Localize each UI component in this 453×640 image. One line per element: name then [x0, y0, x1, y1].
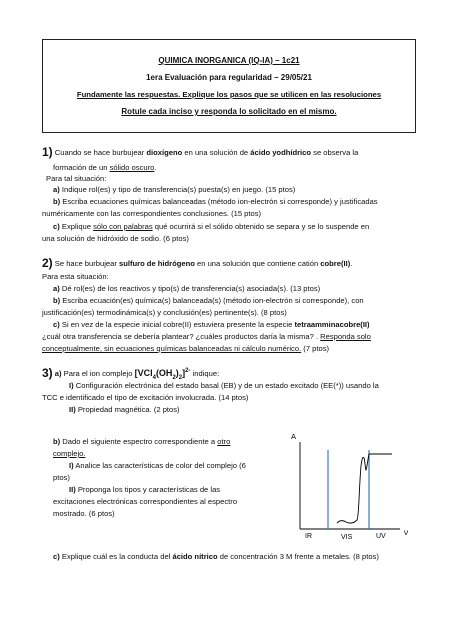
exam-instruction-2: Rotule cada inciso y responda lo solicitado en el mismo. — [121, 107, 337, 116]
q3-item-b-i-line-2: ptos) — [53, 473, 70, 482]
complex-formula: $[VCl_4(OH_2)_2]^{2-}$ — [134, 368, 191, 381]
exam-header-box — [42, 39, 416, 133]
q1-item-c: c) Explique sólo con palabras qué ocurrirá si el sólido obtenido se separa y se lo suspende en — [53, 222, 370, 231]
q1-number: 1) — [42, 145, 53, 159]
q3-item-a-ii: II) Propiedad magnética. (2 ptos) — [69, 405, 180, 414]
spectrum-curve — [337, 454, 392, 523]
q3-item-b-i: I) Analice las características de color del complejo (6 — [69, 461, 246, 470]
q3-item-b-ii-line-3: mostrado. (6 ptos) — [53, 509, 115, 518]
q1-item-a: a) Indique rol(es) y tipo de transferencia(s) puesta(s) en juego. (15 ptos) — [53, 185, 296, 194]
q3-item-a-i: I) Configuración electrónica del estado basal (EB) y de un estado excitado (EE(*)) usando la — [69, 381, 379, 390]
q3-item-b-line-2: complejo. — [53, 449, 86, 458]
q2-item-c: c) Si en vez de la especie inicial cobre(II) estuviera presente la especie tetraamminacobre(II) — [53, 320, 370, 329]
absorption-spectrum-figure — [288, 428, 416, 544]
spectrum-x-axis-label: ν — [404, 528, 408, 537]
q1-intro-line-1: 1) Cuando se hace burbujear dioxígeno en una solución de ácido yodhídrico se observa la — [42, 145, 359, 159]
q3-item-a: 3) a) Para el ion complejo $[VCl_4(OH_2)_2]^{2-}$ indique: — [42, 366, 220, 381]
q1-intro-line-2: formación de un sólido oscuro. — [53, 163, 157, 172]
q1-item-b: b) Escriba ecuaciones químicas balanceadas (método ion-electrón si corresponde) y justificadas — [53, 197, 378, 206]
q3-item-b: b) Dado el siguiente espectro correspondiente a otro — [53, 437, 231, 446]
q2-item-c-line-3: conceptualmente, sin ecuaciones químicas balanceadas ni cálculo numérico. (7 ptos) — [42, 344, 330, 353]
q2-number: 2) — [42, 256, 53, 270]
q1-item-b-line-2: numéricamente con las correspondientes conclusiones. (15 ptos) — [42, 209, 262, 218]
q2-item-c-line-2: ¿cuál otra transferencia se debería plantear? ¿cuáles productos daría la misma? . Responda solo — [42, 332, 371, 341]
q2-item-b: b) Escriba ecuación(es) química(s) balanceada(s) (método ion-electrón si corresponde), con — [53, 296, 364, 305]
region-label-uv: UV — [376, 533, 386, 540]
exam-subtitle: 1era Evaluación para regularidad – 29/05/21 — [146, 73, 312, 82]
q2-item-a: a) Dé rol(es) de los reactivos y tipo(s) de transferencia(s) asociada(s). (13 ptos) — [53, 284, 321, 293]
q2-item-b-line-2: justificación(es) termodinámica(s) y conclusión(es) pertinente(s). (8 ptos) — [42, 308, 287, 317]
q1-situation: Para tal situación: — [46, 174, 107, 183]
q1-item-c-line-2: una solución de hidróxido de sodio. (6 ptos) — [42, 234, 189, 243]
region-label-ir: IR — [305, 533, 312, 540]
q3-item-b-ii: II) Proponga los tipos y características de las — [69, 485, 221, 494]
exam-instruction-1: Fundamente las respuestas. Explique los pasos que se utilicen en las resoluciones — [76, 90, 382, 99]
spectrum-y-axis-label: A — [291, 432, 297, 441]
q2-situation: Para esta situación: — [42, 272, 109, 281]
q2-intro: 2) Se hace burbujear sulfuro de hidrógeno en una solución que contiene catión cobre(II). — [42, 256, 353, 270]
q3-item-a-i-line-2: TCC e identificado el tipo de excitación involucrada. (14 ptos) — [42, 393, 249, 402]
region-label-vis: VIS — [341, 534, 353, 541]
q3-item-c: c) Explique cuál es la conducta del ácido nítrico de concentración 3 M frente a metales. (8 ptos) — [53, 552, 379, 561]
q3-item-b-ii-line-2: excitaciones electrónicas correspondientes al espectro — [53, 497, 238, 506]
q3-number: 3) — [42, 366, 53, 380]
exam-title: QUIMICA INORGANICA (IQ-IA) – 1c21 — [158, 56, 300, 65]
